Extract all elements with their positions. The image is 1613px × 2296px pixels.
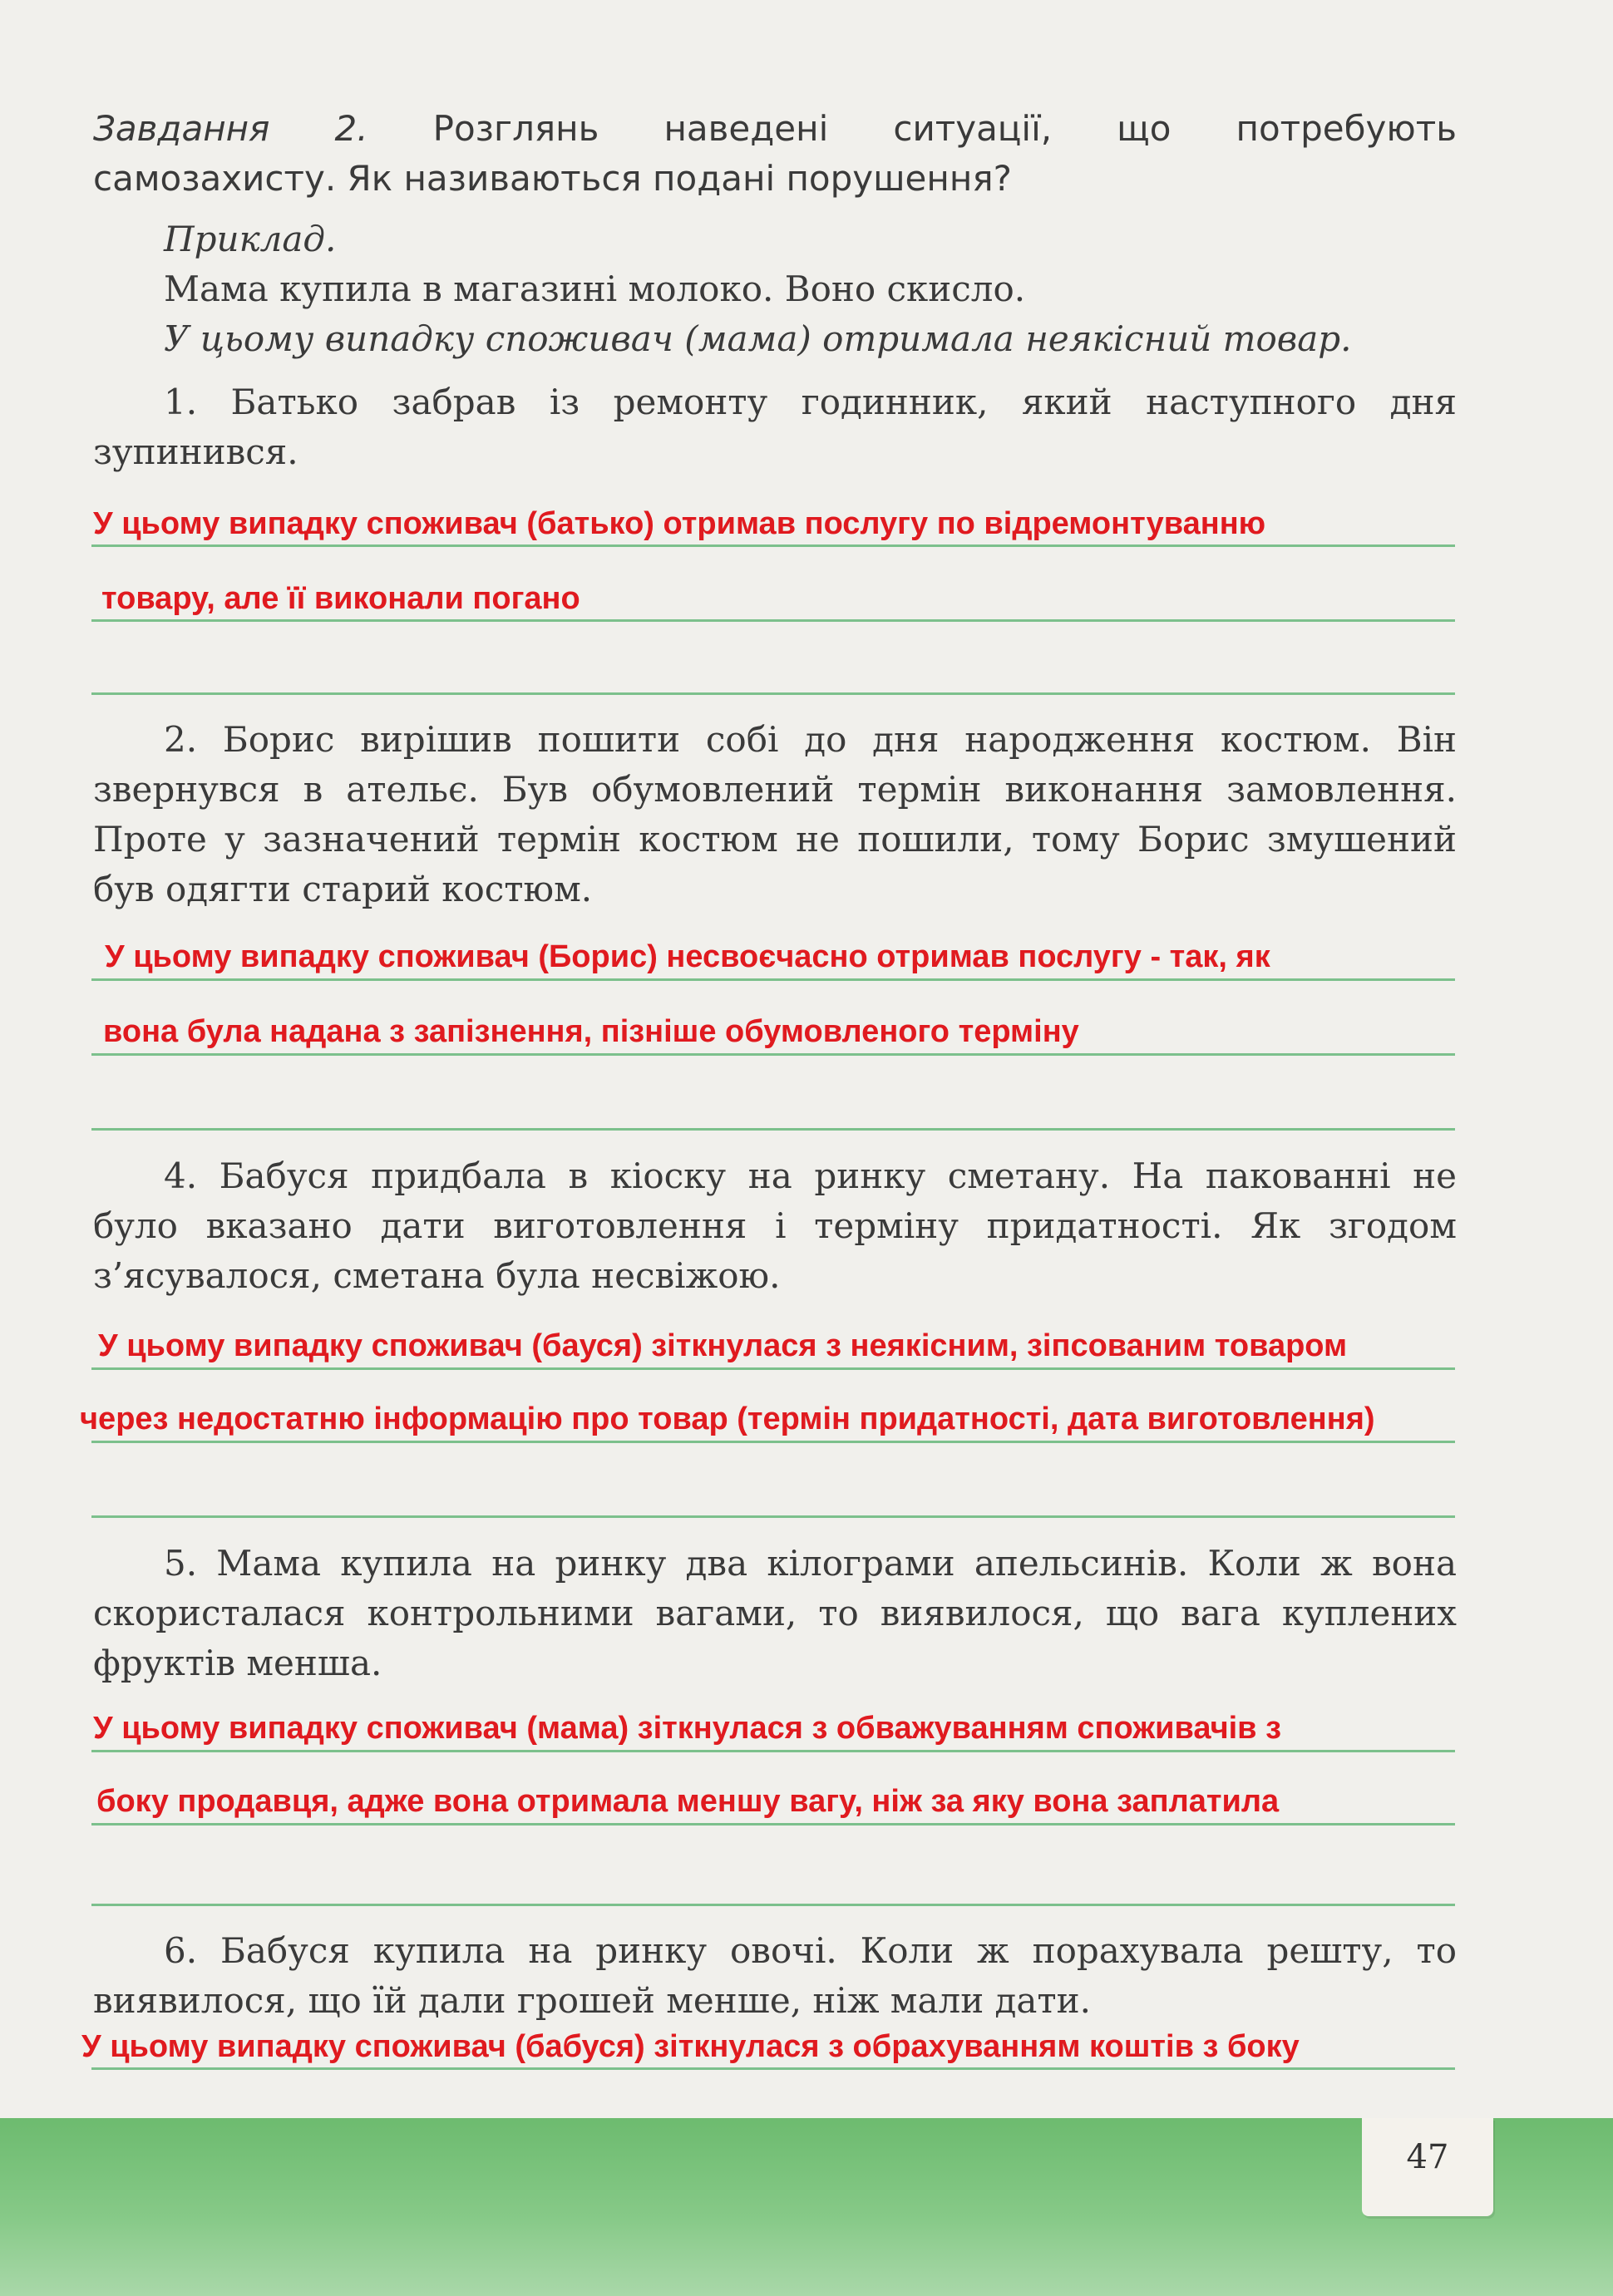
- answer-rule-line: [91, 978, 1455, 981]
- page-number: 47: [1406, 2138, 1449, 2176]
- answer-rule-line: [91, 1367, 1455, 1370]
- answer-rule-line: [91, 2067, 1455, 2070]
- item-6-answer-line: У цьому випадку споживач (бабуся) зіткнулася з обрахуванням коштів з боку: [81, 2029, 1300, 2064]
- answer-rule-line: [91, 1128, 1455, 1131]
- item-5-answer-line: боку продавця, адже вона отримала меншу вагу, ніж за яку вона заплатила: [96, 1784, 1280, 1819]
- item-6-text: [93, 1926, 1457, 2026]
- page-number-tab: [1362, 2118, 1493, 2216]
- item-1-text: [93, 377, 1457, 477]
- answer-rule-line: [91, 1053, 1455, 1056]
- answer-rule-line: [91, 1904, 1455, 1906]
- item-2-text: [93, 715, 1457, 914]
- example-answer: У цьому випадку споживач (мама) отримала неякісний товар.: [164, 318, 1352, 359]
- answer-rule-line: [91, 619, 1455, 622]
- item-2-answer-line: вона була надана з запізнення, пізніше обумовленого терміну: [103, 1014, 1079, 1049]
- task-heading-line1: [93, 104, 1457, 154]
- task-text-line1: Розглянь наведені ситуації, що потребують: [432, 108, 1457, 149]
- item-5-line: скористалася контрольними вагами, то виявилося, що вага куплених: [93, 1593, 1457, 1633]
- item-2-line: Проте у зазначений термін костюм не пошили, тому Борис змушений: [93, 819, 1457, 860]
- item-2-line: був одягти старий костюм.: [93, 869, 593, 909]
- item-5-line: 5. Мама купила на ринку два кілограми апельсинів. Коли ж вона: [164, 1543, 1457, 1584]
- item-5-line: фруктів менша.: [93, 1643, 382, 1683]
- item-5-text: [93, 1539, 1457, 1688]
- item-2-line: 2. Борис вирішив пошити собі до дня народження костюм. Він: [164, 719, 1457, 760]
- item-4-text: [93, 1151, 1457, 1301]
- item-4-line: 4. Бабуся придбала в кіоску на ринку сметану. На пакованні не: [164, 1155, 1457, 1196]
- item-1-answer-line: У цьому випадку споживач (батько) отримав послугу по відремонтуванню: [93, 506, 1266, 541]
- item-2-line: звернувся в ательє. Був обумовлений термін виконання замовлення.: [93, 769, 1457, 810]
- item-4-line: з’ясувалося, сметана була несвіжою.: [93, 1255, 781, 1296]
- item-1-line: зупинився.: [93, 431, 298, 472]
- item-6-line: виявилося, що їй дали грошей менше, ніж мали дати.: [93, 1980, 1092, 2021]
- item-5-answer-line: У цьому випадку споживач (мама) зіткнулася з обважуванням споживачів з: [93, 1711, 1281, 1746]
- answer-rule-line: [91, 544, 1455, 547]
- example-label: Приклад.: [164, 219, 337, 259]
- item-4-answer-line: У цьому випадку споживач (бауся) зіткнулася з неякісним, зіпсованим товаром: [98, 1328, 1348, 1363]
- answer-rule-line: [91, 1515, 1455, 1518]
- answer-rule-line: [91, 1823, 1455, 1825]
- answer-rule-line: [91, 692, 1455, 695]
- task-heading-line2: самозахисту. Як називаються подані порушення?: [93, 158, 1012, 199]
- task-label: Завдання 2.: [93, 108, 368, 149]
- item-1-line: 1. Батько забрав із ремонту годинник, який наступного дня: [164, 382, 1457, 422]
- item-1-answer-line: товару, але її виконали погано: [101, 581, 580, 616]
- item-6-line: 6. Бабуся купила на ринку овочі. Коли ж порахувала решту, то: [164, 1930, 1457, 1971]
- example-text: Мама купила в магазині молоко. Воно скисло.: [164, 269, 1026, 309]
- answer-rule-line: [91, 1441, 1455, 1443]
- item-2-answer-line: У цьому випадку споживач (Борис) несвоєчасно отримав послугу - так, як: [105, 939, 1270, 974]
- item-4-line: було вказано дати виготовлення і терміну придатності. Як згодом: [93, 1205, 1457, 1246]
- item-4-answer-line: через недостатню інформацію про товар (термін придатності, дата виготовлення): [80, 1402, 1375, 1436]
- answer-rule-line: [91, 1750, 1455, 1752]
